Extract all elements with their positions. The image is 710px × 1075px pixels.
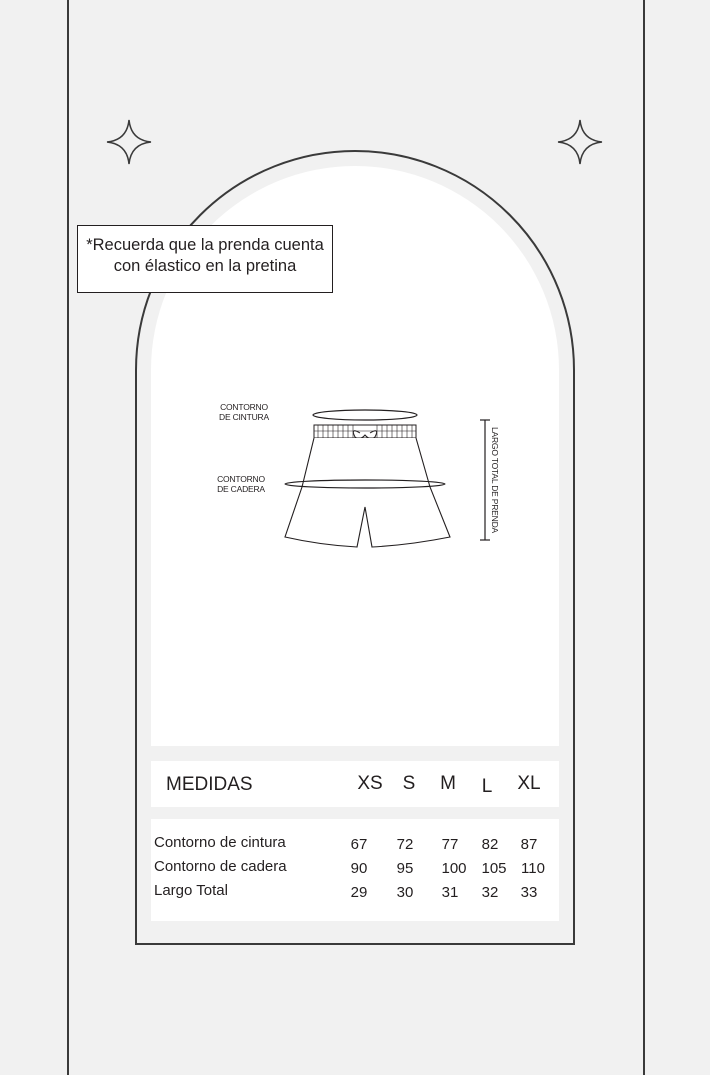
note-line-2: con élastico en la pretina [113,257,297,275]
table-cell: 67 [350,836,368,853]
size-header: S [402,773,416,794]
elastic-note [77,225,333,293]
table-cell: 100 [441,860,467,877]
table-cell: 30 [396,884,414,901]
table-cell: 33 [520,884,538,901]
note-line-1: *Recuerda que la prenda cuenta [86,236,324,254]
table-cell: 105 [481,860,507,877]
row-label: Largo Total [154,882,228,899]
table-cell: 31 [441,884,459,901]
table-cell: 77 [441,836,459,853]
sparkle-icon [556,118,604,166]
table-cell: 110 [521,860,545,877]
table-cell: 95 [396,860,414,877]
size-header: L [481,776,493,797]
measurements-table [151,819,559,921]
table-cell: 82 [481,836,499,853]
row-label: Contorno de cadera [154,858,287,875]
table-title: MEDIDAS [166,774,253,795]
table-header [151,761,559,807]
size-header: XS [357,773,383,794]
table-cell: 72 [396,836,414,853]
waist-label: CONTORNO DE CINTURA [219,402,269,422]
row-label: Contorno de cintura [154,834,286,851]
length-label: LARGO TOTAL DE PRENDA [490,426,500,533]
table-cell: 87 [520,836,538,853]
shorts-diagram [210,395,520,565]
table-cell: 29 [350,884,368,901]
size-header: XL [517,773,541,794]
frame-line-left [67,0,69,1075]
frame-line-right [643,0,645,1075]
sparkle-icon [105,118,153,166]
table-cell: 32 [481,884,499,901]
size-header: M [440,773,456,794]
hip-label: CONTORNO DE CADERA [217,474,265,494]
table-cell: 90 [350,860,368,877]
shorts-drawing [210,395,520,565]
